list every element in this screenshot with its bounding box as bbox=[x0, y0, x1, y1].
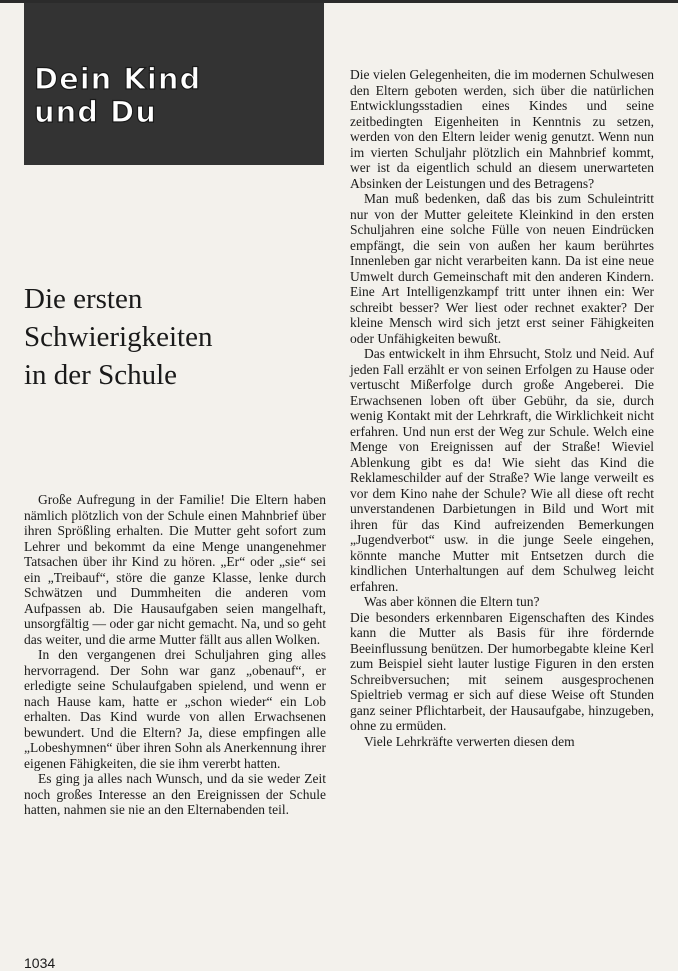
page-number: 1034 bbox=[24, 955, 56, 971]
left-text-column bbox=[24, 492, 326, 818]
section-title-line: Dein Kind bbox=[34, 62, 202, 96]
paragraph: Die besonders erkennbaren Eigenschaften des Kindes kann die Mutter als Basis für ihre fördernde Beeinflussung benützen. Der humorbegabte kleine Kerl zum Beispiel sieht lauter lustige Figuren in den ersten Schreibversuchen; mit seinem ausgesprochenen Spieltrieb vermag er sich auf diese Weise oft Stunden ganz seiner Pflichtarbeit, der Hausaufgabe, hinzugeben, ohne zu ermüden. bbox=[350, 609, 654, 733]
section-banner bbox=[24, 3, 324, 165]
paragraph: Große Aufregung in der Familie! Die Eltern haben nämlich plötzlich von der Schule einen Mahnbrief über ihren Sprößling erhalten. Die Mutter geht sofort zum Lehrer und bekommt da eine Menge unangenehmer Tatsachen über ihr Kind zu hören. „Er“ oder „sie“ sei ein „Treibauf“, störe die ganze Klasse, lenke durch Schwätzen und Dummheiten die anderen vom Aufpassen ab. Die Hausaufgaben seien mangelhaft, unsorgfältig — oder gar nicht gemacht. Na, und so geht das weiter, und die arme Mutter fällt aus allen Wolken. bbox=[24, 492, 326, 647]
paragraph: Das entwickelt in ihm Ehrsucht, Stolz und Neid. Auf jeden Fall erzählt er von seinen Erfolgen zu Hause oder vertuscht Mißerfolge durch große Angeberei. Die Erwachsenen loben oft über Gebühr, da sie, durch wenig Kontakt mit der Lehrkraft, die Wirklichkeit nicht erfahren. Und nun erst der Weg zur Schule. Welch eine Menge von Ereignissen auf der Straße! Wieviel Ablenkung gibt es da! Wie sieht das Kind die Reklameschilder auf der Straße? Wie lange verweilt es vor dem Kino nahe der Schule? Wie all diese oft recht unverstandenen Darbietungen in Bild und Wort mit ihren für das Kind aufreizenden Bemerkungen „Jugendverbot“ usw. in die junge Seele eingehen, könnte manche Mutter mit Entsetzen durch die kindlichen Unterhaltungen auf dem Schulweg leicht erfahren. bbox=[350, 346, 654, 594]
right-text-column bbox=[350, 67, 654, 749]
paragraph: Was aber können die Eltern tun? bbox=[364, 594, 540, 609]
article-headline bbox=[24, 280, 212, 394]
paragraph: Die vielen Gelegenheiten, die im modernen Schulwesen den Eltern geboten werden, sich über die natürlichen Entwicklungsstadien eines Kindes und seine zeitbedingten Eigenheiten in Kenntnis zu setzen, werden von den Eltern leider wenig genutzt. Wenn nun im vierten Schuljahr plötzlich ein Mahnbrief kommt, wer ist da eigentlich schuld an diesem unerwarteten Absinken der Leistungen und des Betragens? bbox=[350, 67, 654, 191]
paragraph: Es ging ja alles nach Wunsch, und da sie weder Zeit noch großes Interesse an den Ereignissen der Schule hatten, nahmen sie nie an den Elternabenden teil. bbox=[24, 771, 326, 817]
paragraph: Viele Lehrkräfte verwerten diesen dem bbox=[364, 733, 575, 749]
section-title bbox=[34, 63, 201, 129]
headline-line: Die ersten bbox=[24, 283, 143, 315]
paragraph: Man muß bedenken, daß das bis zum Schuleintritt nur von der Mutter geleitete Kleinkind in den ersten Schuljahren eine solche Fülle von neuen Eindrücken empfängt, die sein von außen her kaum berührtes Innenleben gar nicht verarbeiten kann. Da ist eine neue Umwelt durch Gemeinschaft mit den anderen Kindern. Eine Art Intelligenzkampf tritt unter ihnen ein: Wer schreibt besser? Wer liest oder rechnet exakter? Der kleine Mensch wird sich jetzt erst seiner Fähigkeiten oder Unfähigkeiten bewußt. bbox=[350, 191, 654, 346]
section-title-line: und Du bbox=[34, 95, 157, 129]
headline-line: Schwierigkeiten bbox=[24, 321, 213, 353]
paragraph: In den vergangenen drei Schuljahren ging alles hervorragend. Der Sohn war ganz „obenauf“, er erledigte seine Schulaufgaben spielend, und wenn er nach Hause kam, hatte er „schon wieder“ ein Lob erhalten. Das Kind wurde von allen Erwachsenen bewundert. Und die Eltern? Ja, diese empfingen alle „Lobeshymnen“ über ihren Sohn als Anerkennung ihrer eigenen Fähigkeiten, die sie ihm vererbt hatten. bbox=[24, 647, 326, 771]
headline-line: in der Schule bbox=[24, 359, 178, 391]
